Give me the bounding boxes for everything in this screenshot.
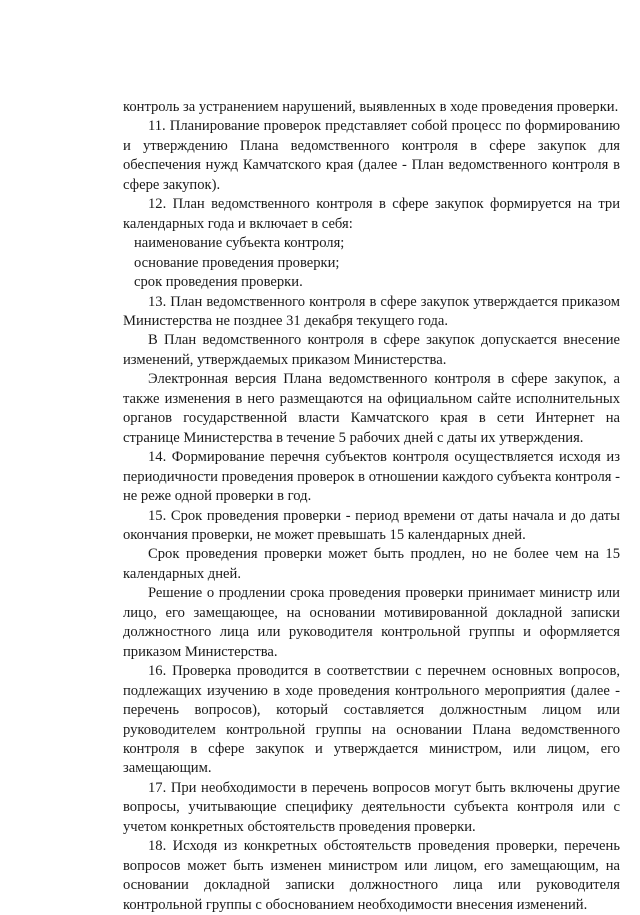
list-item-inspection-basis: основание проведения проверки; [134,254,340,271]
paragraph-continuation: контроль за устранением нарушений, выявленных в ходе проведения проверки. [123,99,619,115]
paragraph-18: 18. Исходя из конкретных обстоятельств проведения проверки, перечень вопросов может быть изменен министром или лицом, его замещающим, на основании докладной записки должностного лица или руководителя контрольной группы с обоснованием необходимости внесения изменений. [123,838,620,913]
paragraph-16: 16. Проверка проводится в соответствии с перечнем основных вопросов, подлежащих изучению в ходе проведения контрольного мероприятия (далее - перечень вопросов), который составляется должностным лицом или руководителем контрольной группы на основании Плана ведомственного контроля в сфере закупок и утверждается министром, или лицом, его замещающим. [123,663,620,777]
paragraph-13: 13. План ведомственного контроля в сфере закупок утверждается приказом Министерства не позднее 31 декабря текущего года. [123,293,620,329]
paragraph-15: 15. Срок проведения проверки - период времени от даты начала и до даты окончания проверки, не может превышать 15 календарных дней. [123,507,620,543]
list-item-subject-name: наименование субъекта контроля; [134,235,345,252]
paragraph-17: 17. При необходимости в перечень вопросов могут быть включены другие вопросы, учитывающие специфику деятельности субъекта контроля или с учетом конкретных обстоятельств проведения проверки. [123,779,620,835]
paragraph-electronic-version: Электронная версия Плана ведомственного контроля в сфере закупок, а также изменения в него размещаются на официальном сайте исполнительных органов государственной власти Камчатского края в сети Интернет на странице Министерства в течение 5 рабочих дней с даты их утверждения. [123,371,620,446]
paragraph-term-extension: Срок проведения проверки может быть продлен, но не более чем на 15 календарных дней. [123,546,620,582]
list-item-inspection-term: срок проведения проверки. [134,274,303,291]
paragraph-11: 11. Планирование проверок представляет собой процесс по формированию и утверждению Плана ведомственного контроля в сфере закупок для обеспечения нужд Камчатского края (далее - План ведомственного контроля в сфере закупок). [123,118,620,193]
paragraph-12: 12. План ведомственного контроля в сфере закупок формируется на три календарных года и включает в себя: [123,196,620,232]
paragraph-plan-changes: В План ведомственного контроля в сфере закупок допускается внесение изменений, утверждаемых приказом Министерства. [123,332,620,368]
paragraph-extension-decision: Решение о продлении срока проведения проверки принимает министр или лицо, его замещающее, на основании мотивированной докладной записки должностного лица или руководителя контрольной группы и оформляется приказом Министерства. [123,585,620,660]
paragraph-14: 14. Формирование перечня субъектов контроля осуществляется исходя из периодичности проведения проверок в отношении каждого субъекта контроля - не реже одной проверки в год. [123,449,620,505]
document-page [123,98,620,915]
